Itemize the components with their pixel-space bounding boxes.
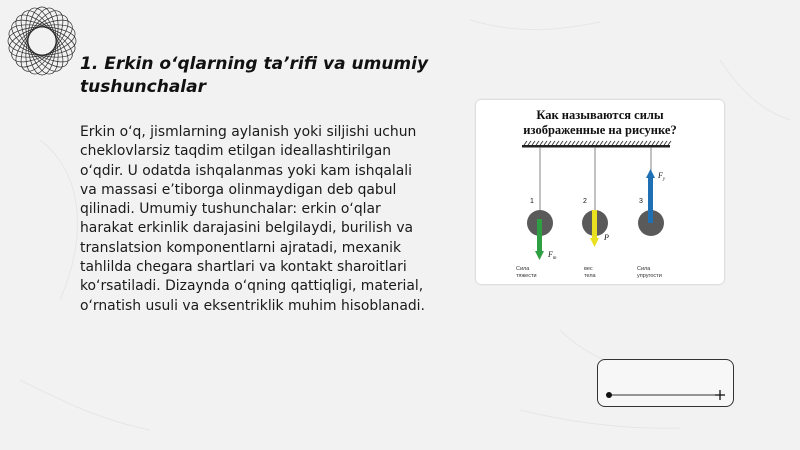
figure-question-line1: Как называются силы: [536, 108, 664, 122]
plus-icon[interactable]: [715, 390, 725, 400]
arrow-head: [590, 238, 599, 247]
pendulum-3: [637, 147, 666, 279]
spirograph-icon: [4, 3, 80, 79]
force-label: P: [604, 233, 609, 242]
pendulum-figure: [476, 100, 724, 284]
pendulum-caption-line2: тела: [584, 273, 596, 279]
force-label: $F_у$: [658, 171, 666, 182]
pendulum-caption-line1: Сила: [637, 266, 651, 272]
slide-title: 1. Erkin o‘qlarning ta’rifi va umumiy tushunchalar: [80, 54, 429, 97]
figure-question-line2: изображенные на рисунке?: [523, 123, 677, 137]
ceiling-bar: [522, 141, 671, 148]
slide-body-text: Erkin o‘q, jismlarning aylanish yoki siljishi uchun cheklovlarsiz taqdim etilgan ideallashtirilgan o‘qdir. U odatda ishqalanmas yoki kam ishqalali va massasi e’tiborga olinmaydigan deb qabul qilinadi. Umumiy tushunchalar: erkin o‘qlar harakat erkinlik darajasini belgilaydi, burilish va translatsion komponentlarni ajratadi, mexanik tahlilda chegara shartlari va kontakt sharoitlari ko‘rsatiladi. Dizaynda o‘qning qattiqligi, material, o‘rnatish usuli va eksentriklik muhim hisoblanadi.: [80, 124, 425, 314]
gravity-force-arrow: [537, 219, 542, 251]
dot-icon[interactable]: [606, 392, 612, 398]
pendulum-caption-line1: Сила: [516, 266, 530, 272]
pendulum-2: [582, 147, 609, 279]
weight-force-arrow: [592, 210, 597, 238]
pendulum-caption-line2: упругости: [637, 273, 662, 279]
pendulum-1: [516, 147, 557, 279]
pendulum-number: 2: [583, 198, 587, 205]
arrow-head: [535, 251, 544, 260]
pendulum-caption-line1: вес: [584, 266, 593, 272]
pendulum-number: 3: [639, 198, 643, 205]
slider-widget[interactable]: [597, 359, 734, 407]
pendulum-caption-line2: тяжести: [516, 273, 537, 279]
pendulum-number: 1: [530, 198, 534, 205]
elastic-force-arrow: [648, 178, 653, 223]
force-label: $F_т$: [548, 250, 557, 261]
arrow-head: [646, 169, 655, 178]
